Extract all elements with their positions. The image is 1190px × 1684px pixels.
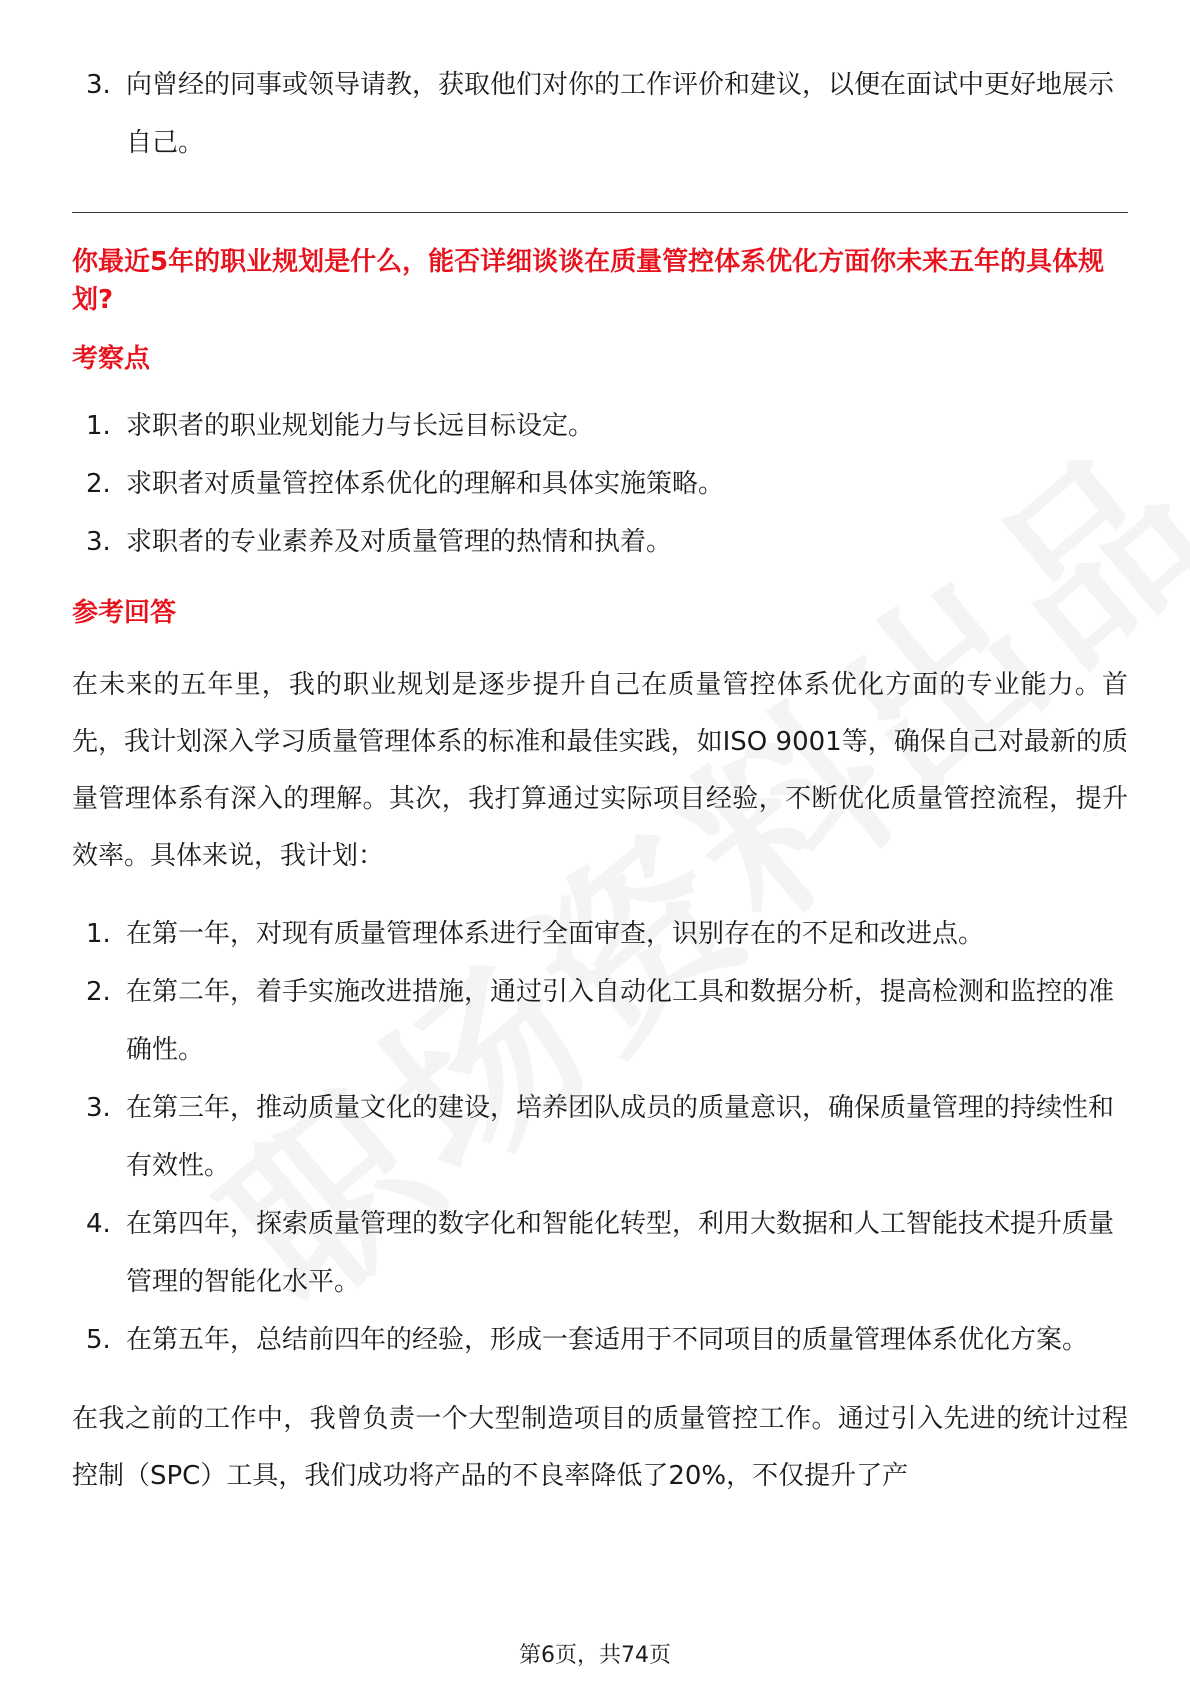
list-item-number: 2. [86, 469, 111, 499]
answer-intro-paragraph: 在未来的五年里，我的职业规划是逐步提升自己在质量管控体系优化方面的专业能力。首先，我计划深入学习质量管理体系的标准和最佳实践，如ISO 9001等，确保自己对最新的质量管理体系有深入的理解。其次，我打算通过实际项目经验，不断优化质量管控流程，提升效率。具体来说，我计划： [72, 670, 1128, 871]
page-content [72, 56, 1128, 1505]
list-item [72, 1311, 1128, 1369]
list-item [72, 56, 1128, 172]
section-divider [72, 212, 1128, 213]
list-item-text: 求职者的职业规划能力与长远目标设定。 [126, 411, 595, 441]
list-item-number: 1. [86, 411, 111, 441]
list-item-text: 求职者对质量管控体系优化的理解和具体实施策略。 [126, 469, 725, 499]
list-item-text: 向曾经的同事或领导请教，获取他们对你的工作评价和建议，以便在面试中更好地展示自己。 [126, 70, 1115, 158]
page-number-footer: 第6页，共74页 [519, 1643, 671, 1668]
list-item-text: 在第一年，对现有质量管理体系进行全面审查，识别存在的不足和改进点。 [126, 919, 985, 949]
list-item-text: 在第五年，总结前四年的经验，形成一套适用于不同项目的质量管理体系优化方案。 [126, 1325, 1089, 1355]
list-item [72, 963, 1128, 1079]
answer-experience-paragraph: 在我之前的工作中，我曾负责一个大型制造项目的质量管控工作。通过引入先进的统计过程控制（SPC）工具，我们成功将产品的不良率降低了20%，不仅提升了产 [72, 1404, 1128, 1491]
list-item-number: 4. [86, 1209, 111, 1239]
list-item-text: 在第四年，探索质量管理的数字化和智能化转型，利用大数据和人工智能技术提升质量管理的智能化水平。 [126, 1209, 1115, 1297]
list-item-number: 3. [86, 1093, 111, 1123]
list-item [72, 1079, 1128, 1195]
list-item-number: 1. [86, 919, 111, 949]
list-item-number: 2. [86, 977, 111, 1007]
list-item [72, 455, 1128, 513]
list-item-number: 5. [86, 1325, 111, 1355]
list-item [72, 1195, 1128, 1311]
list-item-text: 在第二年，着手实施改进措施，通过引入自动化工具和数据分析，提高检测和监控的准确性。 [126, 977, 1115, 1065]
list-item [72, 397, 1128, 455]
list-item-text: 求职者的专业素养及对质量管理的热情和执着。 [126, 527, 673, 557]
exam-points-list [72, 397, 1128, 571]
reference-answer-title: 参考回答 [72, 598, 177, 628]
question-heading: 你最近5年的职业规划是什么，能否详细谈谈在质量管控体系优化方面你未来五年的具体规划? [72, 247, 1105, 315]
list-item-text: 在第三年，推动质量文化的建设，培养团队成员的质量意识，确保质量管理的持续性和有效性。 [126, 1093, 1115, 1181]
list-item [72, 513, 1128, 571]
five-year-plan-list [72, 905, 1128, 1369]
list-item-number: 3. [86, 527, 111, 557]
exam-points-title: 考察点 [72, 344, 151, 374]
top-list [72, 56, 1128, 172]
list-item-number: 3. [86, 70, 111, 100]
list-item [72, 905, 1128, 963]
